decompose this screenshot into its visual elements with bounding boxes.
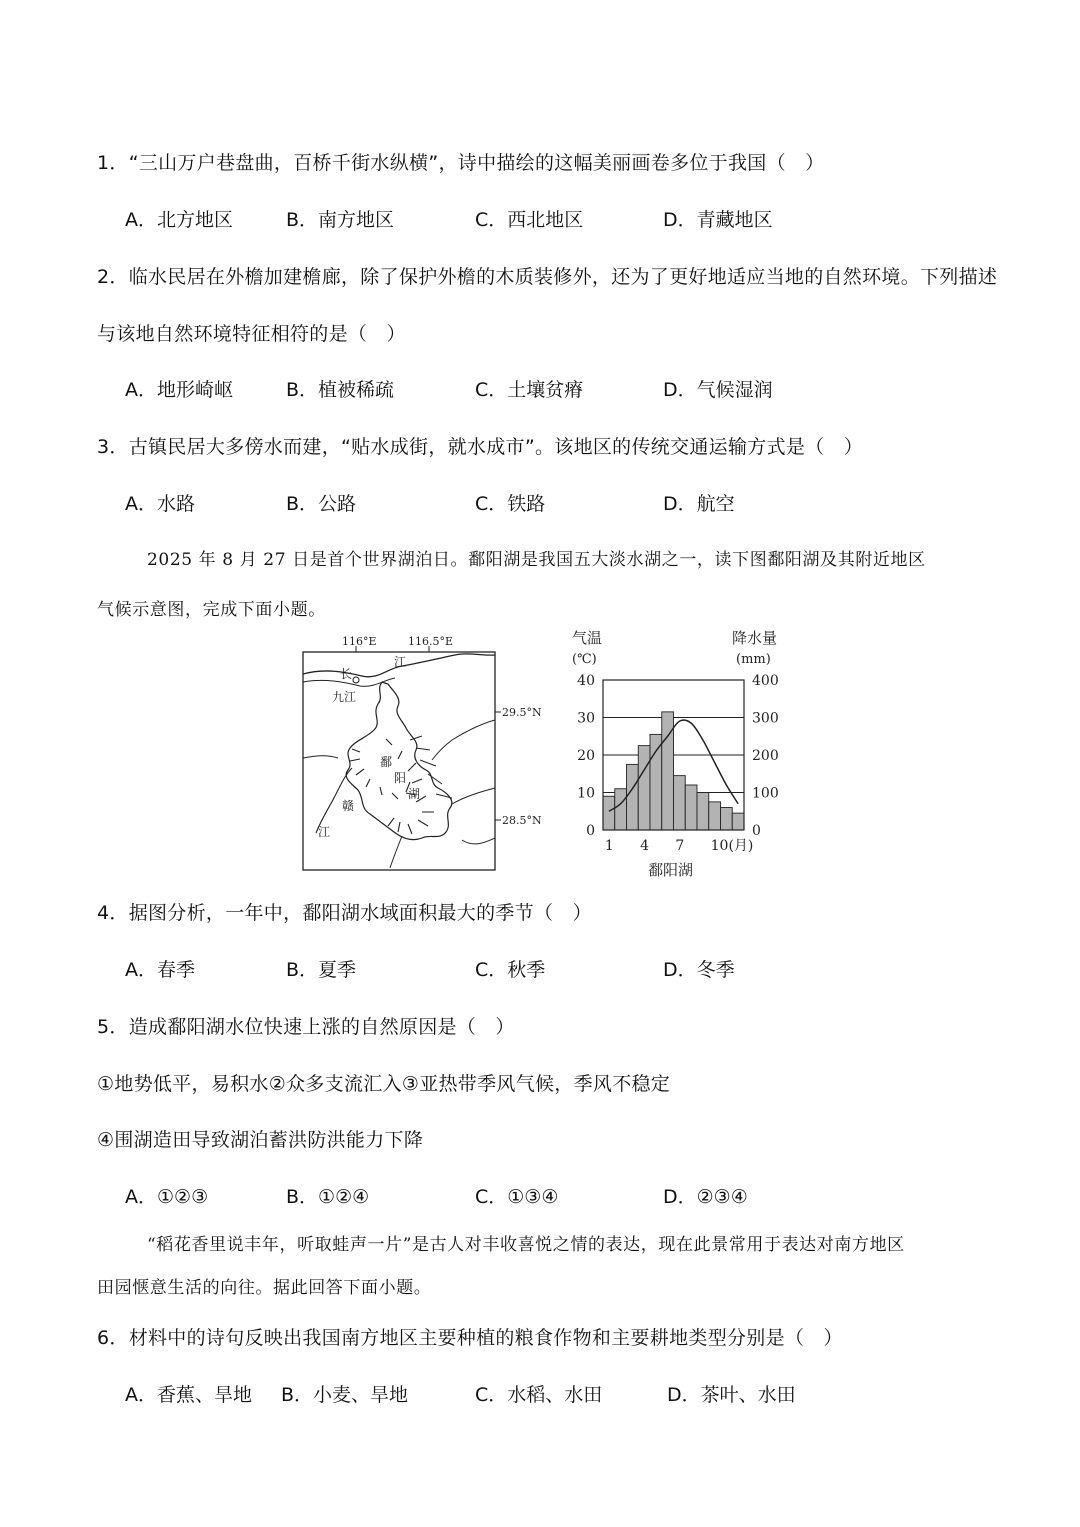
lon-label-116: 116°E: [342, 635, 377, 648]
question-5-line3: ④围湖造田导致湖泊蓄洪防洪能力下降: [97, 1129, 424, 1151]
right-tick-400: 400: [752, 673, 779, 689]
q3-option-c: C．铁路: [475, 493, 546, 515]
x-tick-1: 1: [604, 838, 614, 854]
q1-option-c: C．西北地区: [475, 209, 584, 231]
q2-option-d: D．气候湿润: [663, 379, 773, 401]
q6-option-a: A．香蕉、旱地: [125, 1384, 252, 1406]
q5-option-c: C．①③④: [475, 1186, 559, 1208]
q5-option-a: A．①②③: [125, 1186, 209, 1208]
question-2-stem-line1: 2．临水民居在外檐加建檐廊，除了保护外檐的木质装修外，还为了更好地适应当地的自然环境。下列描述: [97, 266, 998, 288]
precip-bar-month-1: [603, 796, 615, 830]
precip-bar-month-11: [721, 808, 733, 831]
right-axis-unit: (mm): [736, 652, 771, 667]
left-tick-30: 30: [577, 710, 595, 727]
q6-option-b: B．小麦、旱地: [281, 1384, 409, 1406]
jiujiang-city-marker: [353, 677, 359, 683]
q4-option-b: B．夏季: [286, 959, 357, 981]
precip-bar-month-10: [709, 802, 721, 830]
precip-bar-month-4: [638, 746, 650, 830]
question-5-stem: 5．造成鄱阳湖水位快速上涨的自然原因是（ ）: [97, 1016, 515, 1038]
precip-bar-month-3: [627, 764, 639, 830]
q2-option-b: B．植被稀疏: [286, 379, 395, 401]
tributary-southeast: [462, 838, 495, 844]
tributary-south: [390, 836, 402, 868]
precip-bar-month-12: [732, 813, 744, 830]
q3-option-b: B．公路: [286, 493, 357, 515]
label-hu: 湖: [408, 787, 421, 801]
q4-option-a: A．春季: [125, 959, 195, 981]
label-jiujiang: 九江: [332, 690, 357, 704]
label-yang: 阳: [394, 771, 407, 785]
left-tick-0: 0: [586, 823, 595, 839]
lat-label-28-5: 28.5°N: [502, 814, 542, 827]
map-frame: [303, 652, 495, 870]
question-3-stem: 3．古镇民居大多傍水而建，“贴水成街，就水成市”。该地区的传统交通运输方式是（ ）: [97, 436, 864, 458]
precip-bar-month-9: [697, 793, 709, 831]
q1-option-d: D．青藏地区: [663, 209, 773, 231]
q3-option-a: A．水路: [125, 493, 195, 515]
question-4-stem: 4．据图分析，一年中，鄱阳湖水域面积最大的季节（ ）: [97, 902, 592, 924]
q2-option-a: A．地形崎岖: [125, 379, 233, 401]
x-tick-10: 10(月): [710, 838, 754, 854]
right-axis-title: 降水量: [732, 629, 778, 647]
tributary-east: [452, 788, 495, 804]
question-1-stem: 1．“三山万户巷盘曲，百桥千街水纵横”，诗中描绘的这幅美丽画卷多位于我国（ ）: [97, 152, 825, 174]
q5-option-d: D．②③④: [663, 1186, 748, 1208]
left-tick-20: 20: [577, 748, 595, 764]
left-axis-title: 气温: [572, 629, 603, 647]
label-chang: 长: [340, 667, 353, 681]
label-po: 鄱: [380, 755, 393, 769]
q4-option-c: C．秋季: [475, 959, 546, 981]
right-tick-200: 200: [752, 748, 779, 764]
precip-bar-month-7: [674, 776, 686, 830]
lon-label-116-5: 116.5°E: [408, 635, 454, 648]
q3-option-d: D．航空: [663, 493, 735, 515]
poyang-lake-map: [290, 628, 555, 878]
question-5-line2: ①地势低平，易积水②众多支流汇入③亚热带季风气候，季风不稳定: [97, 1073, 671, 1095]
right-tick-0: 0: [752, 823, 761, 839]
question-2-stem-line2: 与该地自然环境特征相符的是（ ）: [97, 323, 406, 345]
q6-option-d: D．茶叶、水田: [667, 1384, 796, 1406]
x-tick-4: 4: [640, 838, 650, 854]
precip-bar-month-5: [650, 734, 662, 830]
q4-option-d: D．冬季: [663, 959, 735, 981]
poyang-lake-outline: [346, 682, 452, 840]
q1-option-a: A．北方地区: [125, 209, 233, 231]
right-tick-100: 100: [752, 785, 779, 802]
q5-option-b: B．①②④: [286, 1186, 370, 1208]
material-2-line2: 田园惬意生活的向往。据此回答下面小题。: [97, 1278, 432, 1298]
left-tick-10: 10: [577, 785, 595, 802]
tributary-west: [303, 756, 338, 758]
tributary-northeast: [432, 720, 495, 760]
chart-caption: 鄱阳湖: [648, 861, 694, 879]
material-2-line1: “稻花香里说丰年，听取蛙声一片”是古人对丰收喜悦之情的表达，现在此景常用于表达对南方地区: [147, 1235, 905, 1255]
label-gan: 赣: [342, 799, 355, 813]
precip-bar-month-2: [615, 789, 627, 830]
left-tick-40: 40: [577, 673, 595, 689]
label-jiang-bottom: 江: [318, 825, 331, 839]
left-axis-unit: (℃): [572, 652, 597, 667]
right-tick-300: 300: [752, 710, 779, 727]
lat-label-29-5: 29.5°N: [502, 706, 542, 719]
x-tick-7: 7: [675, 838, 685, 854]
q6-option-c: C．水稻、水田: [475, 1384, 603, 1406]
q1-option-b: B．南方地区: [286, 209, 395, 231]
material-1-line2: 气候示意图，完成下面小题。: [97, 600, 326, 620]
question-6-stem: 6．材料中的诗句反映出我国南方地区主要种植的粮食作物和主要耕地类型分别是（ ）: [97, 1327, 843, 1349]
label-jiang-top: 江: [394, 655, 407, 669]
q2-option-c: C．土壤贫瘠: [475, 379, 584, 401]
material-1-line1: 2025 年 8 月 27 日是首个世界湖泊日。鄱阳湖是我国五大淡水湖之一，读下图鄱阳湖及其附近地区: [147, 550, 926, 570]
climate-chart: [560, 625, 800, 883]
precip-bar-month-8: [685, 785, 697, 830]
